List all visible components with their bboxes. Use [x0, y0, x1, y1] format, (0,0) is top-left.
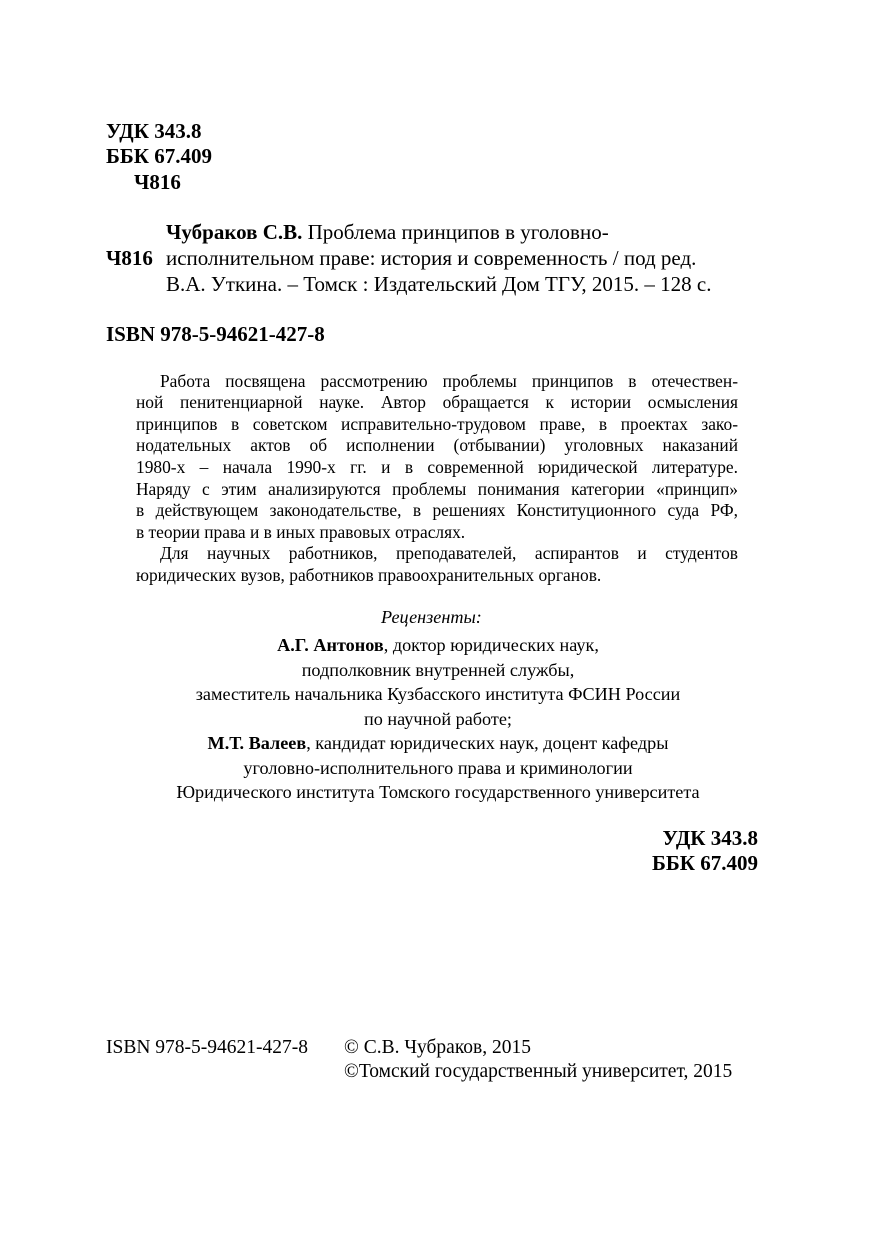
isbn-main: ISBN 978-5-94621-427-8 [106, 322, 325, 346]
reviewer-1-line-3: заместитель начальника Кузбасского института ФСИН России [195, 684, 681, 704]
copyright-author: © С.В. Чубраков, 2015 [344, 1037, 532, 1058]
abstract-line: ной пенитенциарной науке. Автор обращается к истории осмысления [136, 392, 738, 412]
abstract-line: Для научных работников, преподавателей, аспирантов и студентов [160, 543, 738, 563]
abstract-line: нодательных актов об исполнении (отбывании) уголовных наказаний [136, 435, 738, 455]
citation-line-3: В.А. Уткина. – Томск : Издательский Дом ТГУ, 2015. – 128 с. [166, 272, 712, 296]
bbk-code: ББК 67.409 [106, 144, 212, 168]
reviewer-2-line-2: уголовно-исполнительного права и криминологии [243, 758, 633, 778]
citation-line-1 [166, 219, 609, 245]
copyright-isbn: ISBN 978-5-94621-427-8 [106, 1037, 309, 1058]
copyright-university: ©Томский государственный университет, 2015 [344, 1061, 733, 1082]
reviewer-1-name: А.Г. Антонов [277, 635, 384, 655]
footer-udk-code: УДК 343.8 [662, 826, 758, 850]
abstract-line: Работа посвящена рассмотрению проблемы принципов в отечествен- [160, 371, 738, 391]
reviewer-2-line-3: Юридического института Томского государственного университета [176, 782, 700, 802]
reviewers-heading: Рецензенты: [381, 607, 482, 627]
abstract-line: принципов в советском исправительно-трудовом праве, в проектах зако- [136, 414, 738, 434]
citation-title-start: Проблема принципов в уголовно- [302, 220, 609, 244]
reviewer-1-degree: , доктор юридических наук, [383, 635, 599, 655]
reviewer-2-line-1 [0, 731, 876, 756]
abstract-line: юридических вузов, работников правоохранительных органов. [136, 565, 602, 585]
reviewer-2-degree: , кандидат юридических наук, доцент кафедры [306, 733, 669, 753]
reviewer-2-name: М.Т. Валеев [207, 733, 307, 753]
citation-line-2: исполнительном праве: история и современность / под ред. [166, 246, 697, 270]
reviewer-1-line-1 [0, 633, 876, 658]
abstract-line: в действующем законодательстве, в решениях Конституционного суда РФ, [136, 500, 738, 520]
reviewer-1-line-4: по научной работе; [364, 709, 512, 729]
abstract-line: в теории права и в иных правовых отраслях. [136, 522, 466, 542]
footer-bbk-code: ББК 67.409 [652, 851, 758, 875]
citation-author-mark: Ч816 [106, 246, 153, 270]
author-mark: Ч816 [134, 170, 181, 194]
reviewer-1-line-2: подполковник внутренней службы, [301, 660, 575, 680]
abstract-line: Наряду с этим анализируются проблемы понимания категории «принцип» [136, 479, 738, 499]
citation-author: Чубраков С.В. [166, 220, 303, 244]
abstract-line: 1980-х – начала 1990-х гг. и в современной юридической литературе. [136, 457, 738, 477]
udk-code: УДК 343.8 [106, 119, 202, 143]
